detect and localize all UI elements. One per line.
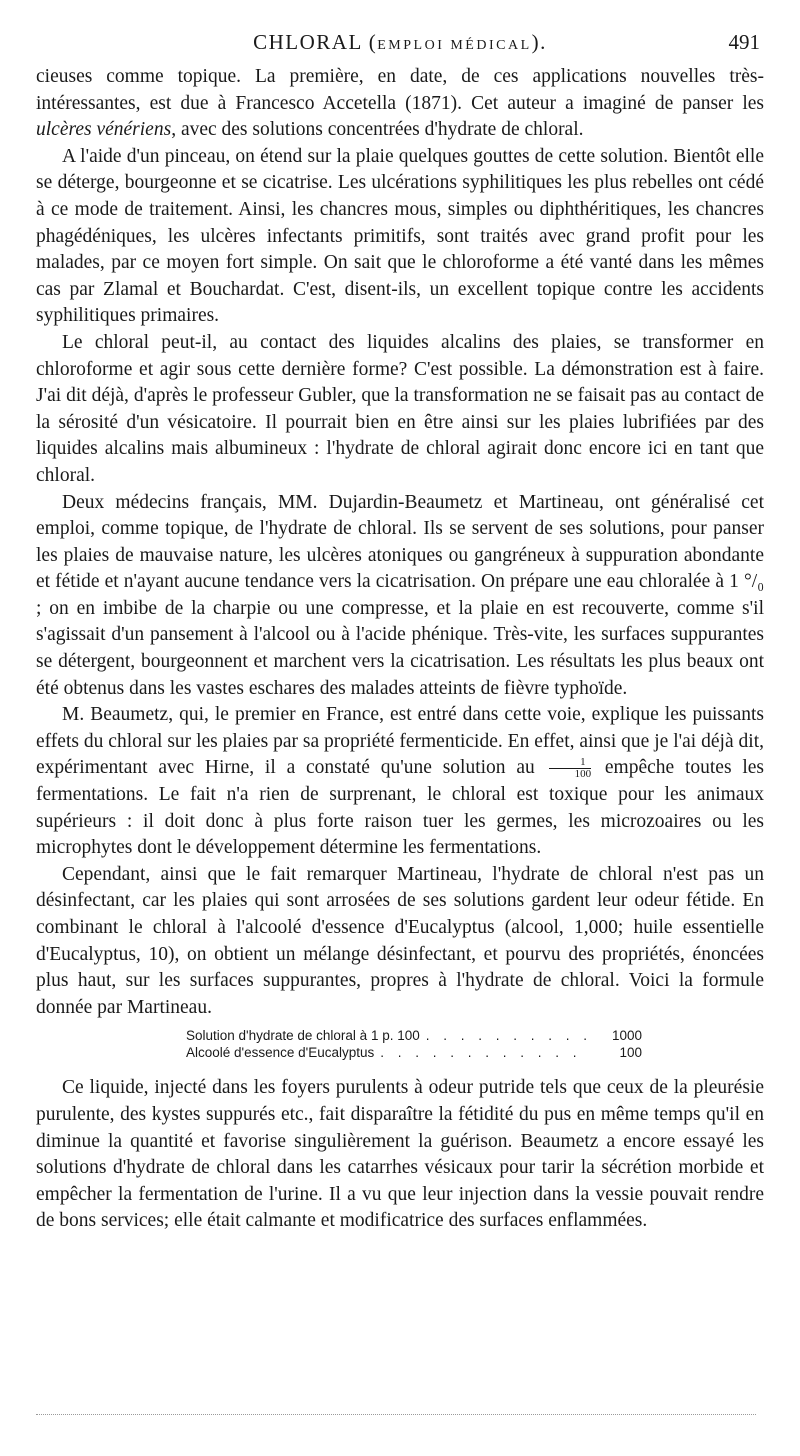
running-title-end: ).: [531, 30, 547, 54]
paragraph-1-text: cieuses comme topique. La première, en date, de ces applications nouvelles très-intéressantes, est due à Francesco Accetella (1871). Cet auteur a imaginé de panser les: [36, 66, 764, 114]
fraction: [549, 757, 592, 780]
running-title-subtitle: EMPLOI MÉDICAL: [377, 38, 532, 53]
paragraph-6: Cependant, ainsi que le fait remarquer Martineau, l'hydrate de chloral n'est pas un désinfectant, car les plaies qui sont arrosées de ses solutions gardent leur odeur fétide. En combinant le chloral à l'alcoolé d'essence d'Eucalyptus (alcool, 1,000; huile essentielle d'Eucalyptus, 10), on obtient un mélange désinfectant, et pourvu des propriétés, énoncées plus haut, sur les surfaces suppurantes, propres à l'hydrate de chloral. Voici la formule donnée par Martineau.: [36, 863, 764, 1018]
paragraph-1-end: , avec des solutions concentrées d'hydrate de chloral.: [171, 119, 584, 141]
formula-quantity: 100: [619, 1045, 642, 1061]
formula-table: [186, 1027, 642, 1061]
paragraph-5-text-a: M. Beaumetz, qui, le premier en France, est entré dans cette voie, explique les puissants effets du chloral sur les plaies par sa propriété fermenticide. En effet, ainsi que je l'ai déjà dit, expérimentant avec Hirne, il a constaté qu'une solution au: [36, 704, 764, 779]
formula-quantity: 1000: [611, 1028, 642, 1044]
paragraph-5-text-b: empêche toutes les fermentations. Le fait n'a rien de surprenant, le chloral est toxique pour les animaux supérieurs : il doit donc à plus forte raison tuer les germes, les microzoaires ou les microphytes dont le développement détermine les fermentations.: [36, 757, 765, 859]
paragraph-1: [36, 64, 764, 144]
paragraph-7: Ce liquide, injecté dans les foyers purulents à odeur putride tels que ceux de la pleurésie purulente, des kystes suppurés etc., fait disparaître la fétidité du pus en même temps qu'il en diminue la quantité et favorise singulièrement la guérison. Beaumetz a encore essayé les solutions d'hydrate de chloral dans les catarrhes vésicaux pour tarir la sécrétion morbide et empêcher la fermentation de l'urine. Il a vu que leur injection dans la vessie pouvait rendre de bons services; elle était calmante et modificatrice des surfaces enflammées.: [36, 1077, 764, 1232]
page-body: [36, 64, 764, 1235]
paragraph-5: [36, 702, 764, 862]
formula-ingredient: Solution d'hydrate de chloral à 1 p. 100: [186, 1028, 420, 1044]
paragraph-2: A l'aide d'un pinceau, on étend sur la plaie quelques gouttes de cette solution. Bientôt elle se déterge, bourgeonne et se cicatrise. Les ulcérations syphilitiques les plus rebelles ont cédé à ce mode de traitement. Ainsi, les chancres mous, simples ou diphthéritiques, les chancres phagédéniques, les ulcères infectants primitifs, sont traités avec grand profit pour les malades, par ce moyen fort simple. On sait que le chloroforme a été vanté dans les mêmes cas par Zlamal et Bouchardat. C'est, disent-ils, un excellent topique contre les accidents syphilitiques primaires.: [36, 145, 764, 327]
running-title: [36, 30, 764, 55]
formula-row: [186, 1027, 642, 1044]
page-number: 491: [728, 30, 760, 54]
formula-row: [186, 1044, 642, 1061]
page-header: [36, 26, 764, 60]
footer-dotted-rule: [36, 1414, 756, 1415]
fraction-denominator: 100: [574, 768, 592, 781]
paragraph-3: Le chloral peut-il, au contact des liquides alcalins des plaies, se transformer en chloroforme et agir sous cette dernière forme? C'est possible. La démonstration est à faire. J'ai dit déjà, d'après le professeur Gubler, que la transformation ne se faisait pas au contact de la sérosité d'un vésicatoire. Il pourrait bien en être ainsi sur les plaies lubrifiées par des liquides alcalins mais albumineux : l'hydrate de chloral agirait donc encore ici en tant que chloral.: [36, 331, 764, 486]
paragraph-4: Deux médecins français, MM. Dujardin-Beaumetz et Martineau, ont généralisé cet emploi, comme topique, de l'hydrate de chloral. Ils se servent de ses solutions, pour panser les plaies de mauvaise nature, les ulcères atoniques ou gangréneux à suppuration abondante et fétide et n'ayant aucune tendance vers la cicatrisation. On prépare une eau chloralée à 1 °/₀ ; on en imbibe de la charpie ou une compresse, et la plaie en est recouverte, comme s'il s'agissait d'un pansement à l'alcool ou à l'acide phénique. Très-vite, les surfaces suppurantes se détergent, bourgeonnent et marchent vers la cicatrisation. Les résultats les plus beaux ont été obtenus dans les vastes eschares des malades atteints de fièvre typhoïde.: [36, 491, 764, 699]
paragraph-1-italic: ulcères vénériens: [36, 119, 172, 141]
fraction-numerator: 1: [549, 757, 592, 769]
leader-dots: [380, 1044, 590, 1061]
running-title-main: CHLORAL (: [253, 30, 378, 54]
formula-ingredient: Alcoolé d'essence d'Eucalyptus: [186, 1045, 375, 1061]
leader-dots: [426, 1027, 590, 1044]
